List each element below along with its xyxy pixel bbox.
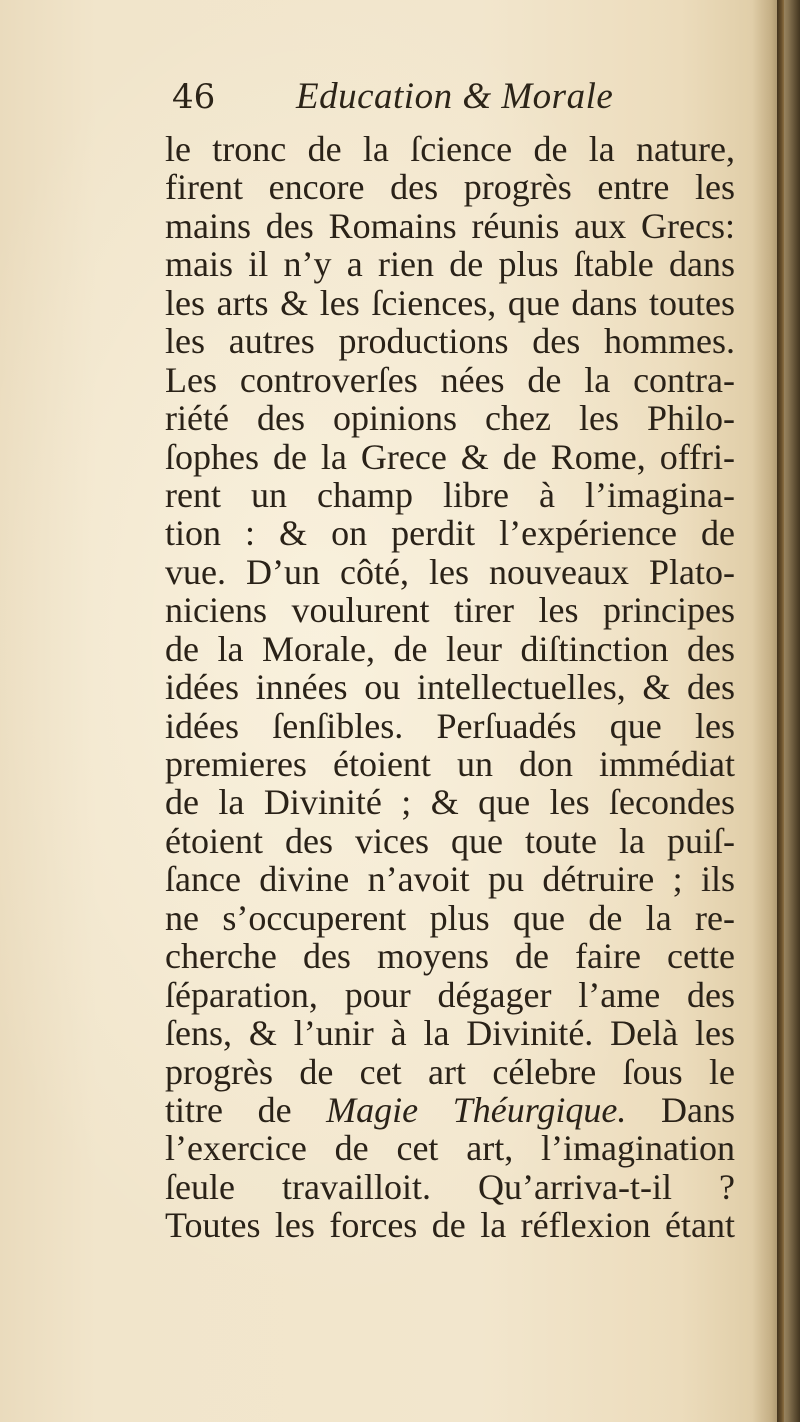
text-line: ſeule travailloit. Qu’arriva-t-il ? (165, 1166, 735, 1207)
text-line: étoient des vices que toute la puiſ- (165, 820, 735, 861)
text-line: tion : & on perdit l’expérience de (165, 513, 735, 554)
text-line: ſophes de la Grece & de Rome, offri- (165, 436, 735, 477)
binding-edge (777, 0, 784, 1422)
text-line: Les controverſes nées de la contra- (165, 359, 735, 400)
text-line: mais il n’y a rien de plus ſtable dans (165, 244, 735, 285)
page-number: 46 (172, 77, 216, 117)
text-line: les arts & les ſciences, que dans toutes (165, 282, 735, 323)
text-line: Toutes les forces de la réflexion étant (165, 1205, 735, 1246)
text-line: idées ſenſibles. Perſuadés que les (165, 705, 735, 746)
text-line: firent encore des progrès entre les (165, 167, 735, 208)
text-line: ſance divine n’avoit pu détruire ; ils (165, 859, 735, 900)
text-line: premieres étoient un don immédiat (165, 744, 735, 784)
text-line: les autres productions des hommes. (165, 321, 735, 362)
italic-term: Magie Théurgique. (326, 1089, 627, 1130)
text-line-with-italic (165, 1091, 735, 1129)
text-line: cherche des moyens de faire cette (165, 936, 735, 977)
running-title: Education & Morale (296, 76, 614, 117)
text-line: vue. D’un côté, les nouveaux Plato- (165, 551, 735, 592)
text-line: idées innées ou intellectuelles, & des (165, 667, 735, 708)
body-text (165, 130, 735, 1245)
text-line: niciens voulurent tirer les principes (165, 590, 735, 631)
text-segment: Dans (626, 1089, 735, 1130)
text-line: l’exercice de cet art, l’imagination (165, 1128, 735, 1169)
running-header (172, 72, 732, 122)
text-line: ne s’occuperent plus que de la re- (165, 897, 735, 938)
text-line: ſéparation, pour dégager l’ame des (165, 974, 735, 1015)
page-gutter-shadow (752, 0, 800, 1422)
text-line: mains des Romains réunis aux Grecs: (165, 205, 735, 246)
text-segment: titre de (165, 1089, 327, 1130)
text-line: de la Divinité ; & que les ſecondes (165, 782, 735, 823)
text-line: riété des opinions chez les Philo- (165, 398, 735, 439)
text-line: de la Morale, de leur diſtinction des (165, 628, 735, 669)
text-line: le tronc de la ſcience de la nature, (165, 129, 735, 169)
text-line: rent un champ libre à l’imagina- (165, 474, 735, 515)
text-line: ſens, & l’unir à la Divinité. Delà les (165, 1013, 735, 1054)
text-line: progrès de cet art célebre ſous le (165, 1051, 735, 1092)
